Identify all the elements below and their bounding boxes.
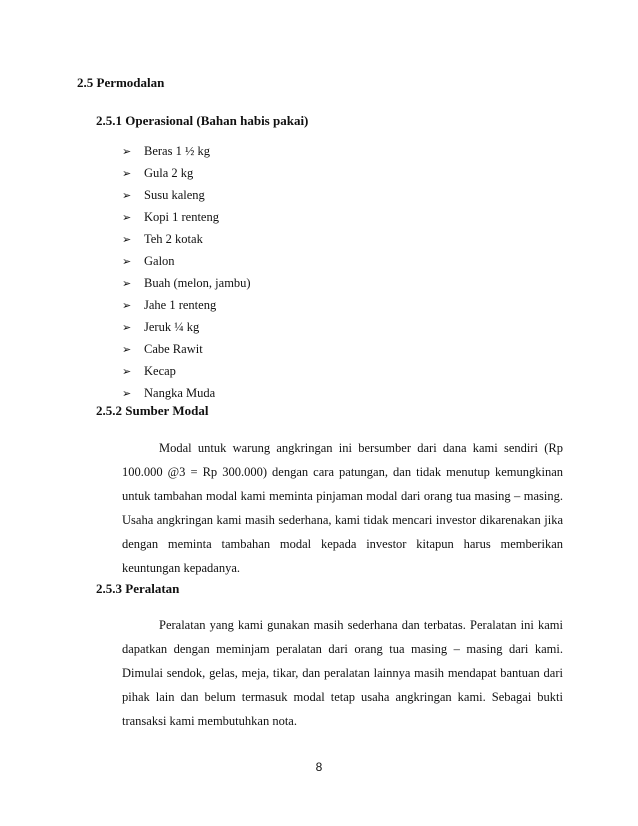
paragraph-peralatan: Peralatan yang kami gunakan masih sederhana dan terbatas. Peralatan ini kami dapatkan dengan meminjam peralatan dari orang tua masing – masing dari kami. Dimulai sendok, gelas, meja, tikar, dan peralatan lainnya masih mendapat bantuan dari pihak lain dan belum termasuk modal tetap usaha angkringan kami. Sebagai bukti transaksi kami membutuhkan nota. bbox=[122, 618, 563, 728]
list-item: ➢ Jeruk ¼ kg bbox=[122, 316, 251, 338]
list-item: ➢ Buah (melon, jambu) bbox=[122, 272, 251, 294]
arrow-bullet-icon: ➢ bbox=[122, 255, 132, 268]
arrow-bullet-icon: ➢ bbox=[122, 189, 132, 202]
list-item: ➢ Gula 2 kg bbox=[122, 162, 251, 184]
list-item: ➢ Kecap bbox=[122, 360, 251, 382]
page-number: 8 bbox=[315, 760, 323, 774]
arrow-bullet-icon: ➢ bbox=[122, 387, 132, 400]
list-item: ➢ Teh 2 kotak bbox=[122, 228, 251, 250]
arrow-bullet-icon: ➢ bbox=[122, 167, 132, 180]
arrow-bullet-icon: ➢ bbox=[122, 233, 132, 246]
list-item: ➢ Nangka Muda bbox=[122, 382, 251, 404]
arrow-bullet-icon: ➢ bbox=[122, 343, 132, 356]
subsection-heading-sumber-modal: 2.5.2 Sumber Modal bbox=[96, 403, 209, 418]
list-item: ➢ Kopi 1 renteng bbox=[122, 206, 251, 228]
arrow-bullet-icon: ➢ bbox=[122, 277, 132, 290]
list-item: ➢ Beras 1 ½ kg bbox=[122, 140, 251, 162]
list-item: ➢ Cabe Rawit bbox=[122, 338, 251, 360]
arrow-bullet-icon: ➢ bbox=[122, 321, 132, 334]
bullet-list bbox=[122, 140, 251, 404]
arrow-bullet-icon: ➢ bbox=[122, 211, 132, 224]
paragraph-sumber-modal: Modal untuk warung angkringan ini bersumber dari dana kami sendiri (Rp 100.000 @3 = Rp 300.000) dengan cara patungan, dan tidak menutup kemungkinan untuk tambahan modal kami meminta pinjaman modal dari orang tua masing – masing. Usaha angkringan kami masih sederhana, kami tidak mencari investor dikarenakan jika dengan meminta tambahan modal kepada investor kitapun harus memberikan keuntungan kepadanya. bbox=[122, 441, 563, 575]
subsection-heading-operasional: 2.5.1 Operasional (Bahan habis pakai) bbox=[96, 113, 309, 128]
list-item: ➢ Susu kaleng bbox=[122, 184, 251, 206]
section-heading: 2.5 Permodalan bbox=[77, 75, 165, 90]
list-item: ➢ Galon bbox=[122, 250, 251, 272]
arrow-bullet-icon: ➢ bbox=[122, 145, 132, 158]
subsection-heading-peralatan: 2.5.3 Peralatan bbox=[96, 581, 180, 596]
arrow-bullet-icon: ➢ bbox=[122, 299, 132, 312]
arrow-bullet-icon: ➢ bbox=[122, 365, 132, 378]
list-item: ➢ Jahe 1 renteng bbox=[122, 294, 251, 316]
